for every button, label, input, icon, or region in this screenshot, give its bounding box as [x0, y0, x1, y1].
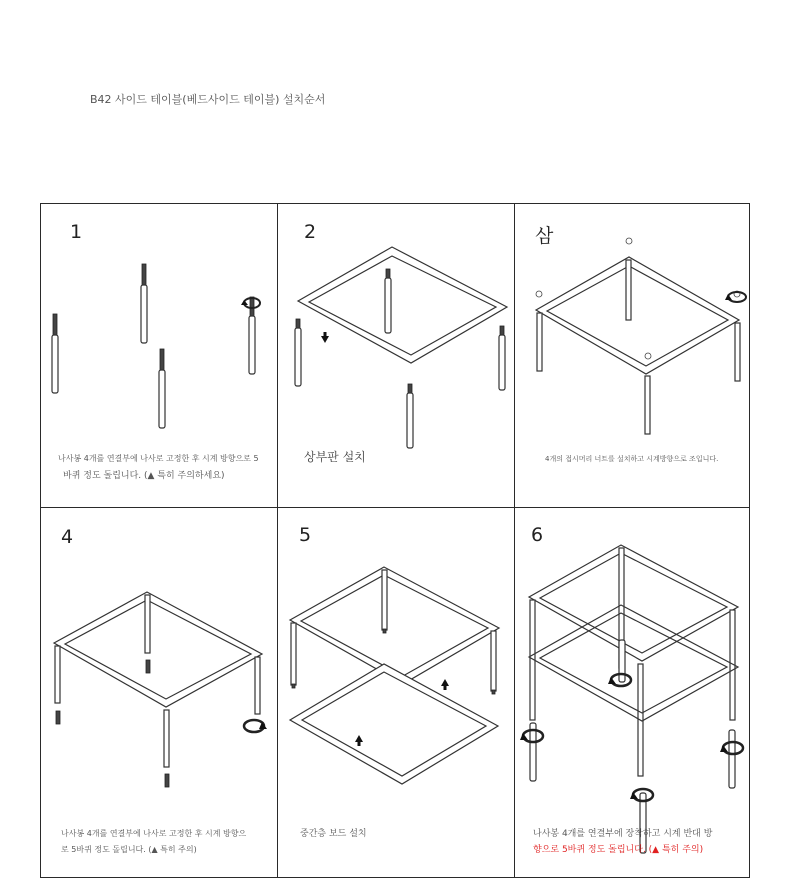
down-arrow-icon — [321, 336, 329, 343]
middle-board-frame — [290, 664, 498, 784]
step-4-caption-line1: 나사봉 4개를 연결부에 나사로 고정한 후 시계 방향으 — [61, 829, 247, 838]
step-3-panel — [515, 204, 751, 507]
step-6-caption-line2: 향으로 5바퀴 정도 돌립니다. (▲ 특히 주의) — [533, 845, 704, 855]
instruction-grid — [40, 203, 750, 878]
table-frame — [54, 592, 262, 767]
step-6-caption-line1: 나사봉 4개를 연결부에 장착하고 시계 반대 방 — [533, 829, 713, 839]
step-1-number: 1 — [70, 221, 83, 243]
leg-with-threaded-rod — [52, 314, 58, 393]
leg-with-threaded-rod — [385, 269, 391, 333]
step-4-panel — [41, 508, 277, 879]
leg-with-threaded-rod — [159, 349, 165, 428]
step-4-illustration — [41, 508, 277, 879]
step-5-illustration — [278, 508, 514, 879]
rotate-arrow-icon — [244, 720, 267, 732]
step-1-caption-line2: 바퀴 정도 돌립니다. (▲ 특히 주의하세요) — [63, 471, 225, 481]
leg-with-threaded-rod — [499, 326, 505, 390]
step-2-number: 2 — [304, 221, 317, 243]
step-6-illustration — [515, 508, 751, 879]
step-5-number: 5 — [299, 524, 312, 546]
step-1-panel — [41, 204, 277, 507]
leg-with-threaded-rod — [141, 264, 147, 343]
rotate-arrow-icon — [520, 674, 743, 801]
step-6-caption-line2-wrap — [533, 842, 703, 858]
leg-with-threaded-rod — [530, 640, 735, 853]
step-3-number: 삼 — [535, 225, 554, 247]
step-2-panel — [278, 204, 514, 507]
table-frame — [536, 257, 740, 434]
step-5-panel — [278, 508, 514, 879]
step-4-caption-line2: 로 5바퀴 정도 돌립니다. (▲ 특히 주의) — [61, 845, 197, 854]
step-4-number: 4 — [61, 526, 74, 548]
top-frame — [298, 247, 507, 363]
assembled-table-frame — [529, 545, 738, 776]
step-6-panel — [515, 508, 751, 879]
document-title: B42 사이드 테이블(베드사이드 테이블) 설치순서 — [90, 93, 326, 106]
leg-with-threaded-rod — [407, 384, 413, 448]
step-3-caption-line1: 4개의 접시머리 너트를 설치하고 시계방향으로 조입니다. — [545, 455, 719, 463]
leg-with-threaded-rod — [295, 319, 301, 386]
step-5-caption-line1: 중간층 보드 설치 — [300, 829, 367, 839]
step-1-caption-line1: 나사봉 4개를 연결부에 나사로 고정한 후 시계 방향으로 5 — [58, 454, 259, 463]
step-6-number: 6 — [531, 524, 544, 546]
step-2-caption-line1: 상부판 설치 — [304, 450, 366, 464]
